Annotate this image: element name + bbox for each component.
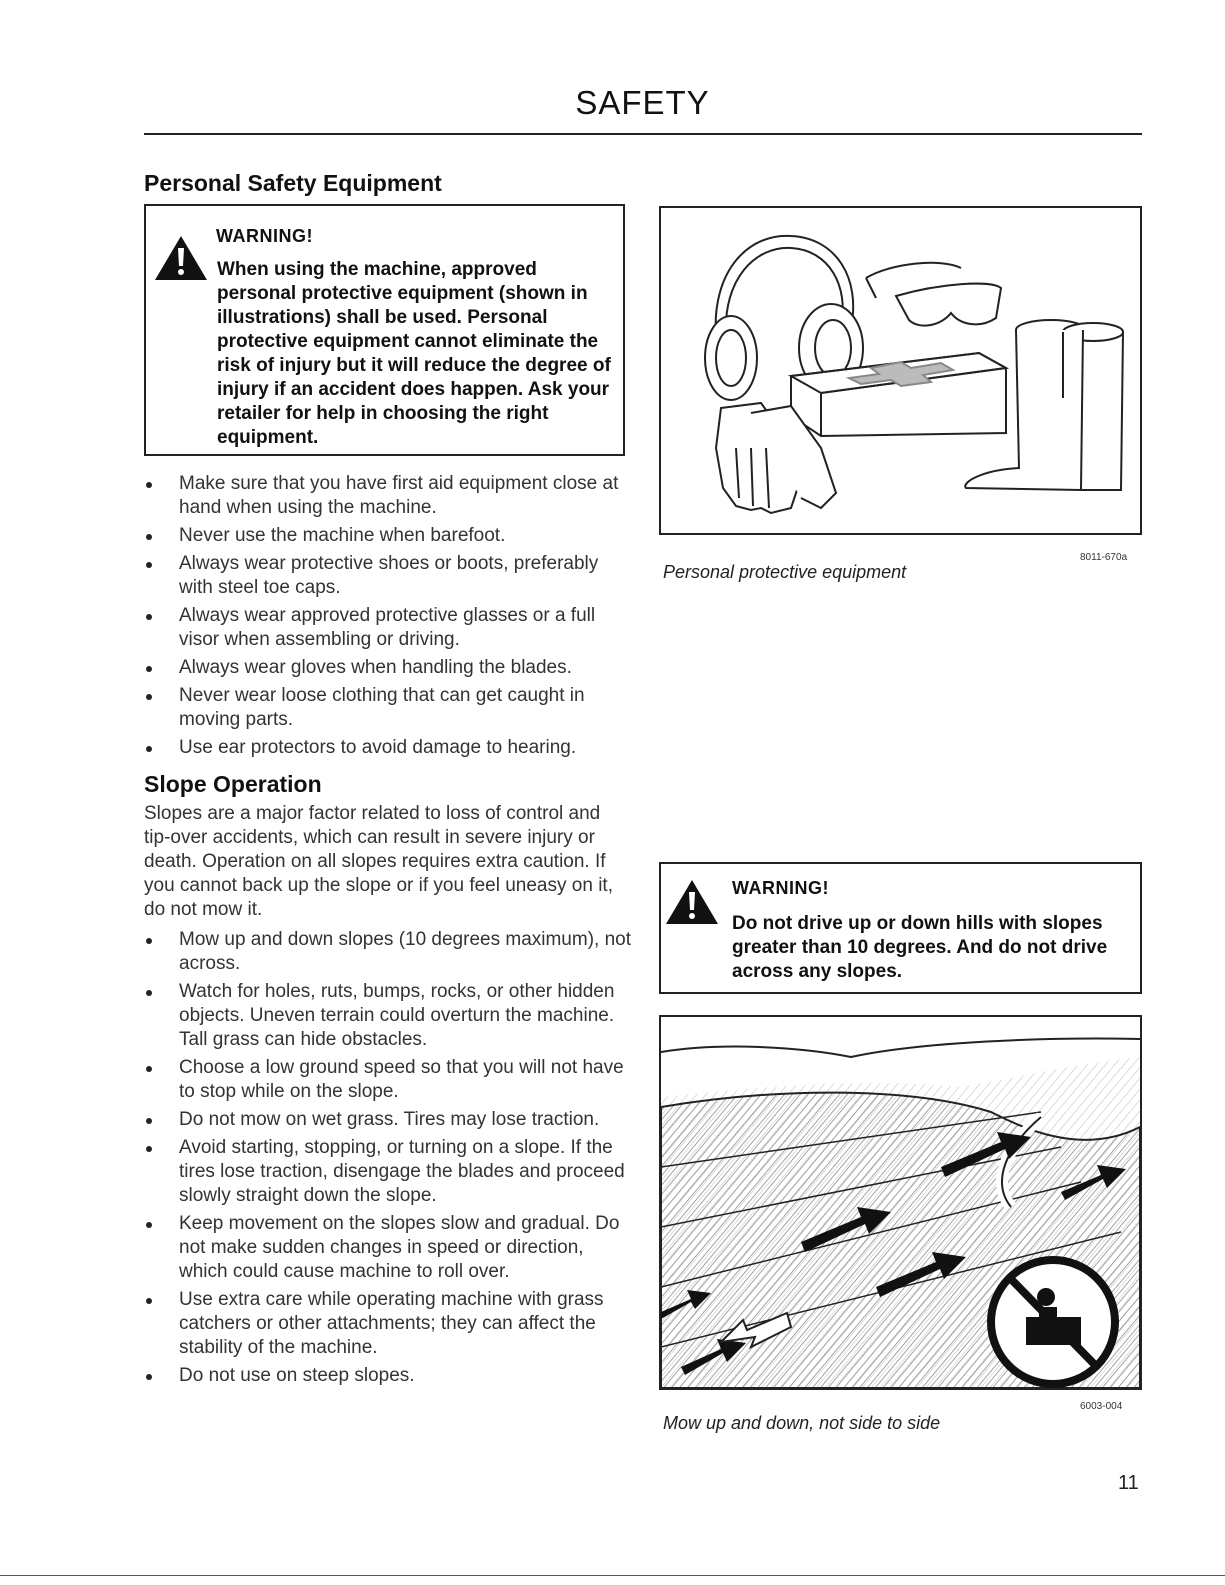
figure-code: 8011-670a xyxy=(1080,552,1128,563)
page-number: 11 xyxy=(1118,1472,1139,1494)
warning-box-slopes xyxy=(659,862,1142,994)
warning-body: When using the machine, approved personal protective equipment (shown in illustrations) shall be used. Personal protective equipment cannot eliminate the risk of injury but it will reduce the degree of injury if an accident does happen. Ask your retailer for help in choosing the right equipment. xyxy=(217,259,611,448)
warning-title: WARNING! xyxy=(732,878,829,898)
figure-caption: Mow up and down, not side to side xyxy=(663,1413,941,1433)
bottom-rule xyxy=(0,1575,1225,1576)
list-item: Choose a low ground speed so that you will not have to stop while on the slope. xyxy=(144,1056,634,1104)
figure-caption: Personal protective equipment xyxy=(663,562,907,582)
list-item: Use ear protectors to avoid damage to hearing. xyxy=(144,736,634,760)
list-item: Use extra care while operating machine with grass catchers or other attachments; they can affect the stability of the machine. xyxy=(144,1288,634,1360)
figure-code: 6003-004 xyxy=(1080,1401,1123,1412)
slope-mowing-illustration xyxy=(661,1017,1140,1388)
list-item: Avoid starting, stopping, or turning on a slope. If the tires lose traction, disengage the blades and proceed slowly straight down the slope. xyxy=(144,1136,634,1208)
figure-slope-mowing xyxy=(659,1015,1142,1390)
warning-triangle-icon xyxy=(664,878,720,926)
warning-body: Do not drive up or down hills with slopes greater than 10 degrees. And do not drive across any slopes. xyxy=(732,913,1108,982)
list-item: Always wear approved protective glasses or a full visor when assembling or driving. xyxy=(144,604,634,652)
figure-protective-equipment xyxy=(659,206,1142,535)
warning-title: WARNING! xyxy=(216,226,313,246)
slope-intro-paragraph: Slopes are a major factor related to loss of control and tip-over accidents, which can result in severe injury or death. Operation on all slopes requires extra caution. If you cannot back up the slope or if you feel uneasy on it, do not mow it. xyxy=(144,803,613,920)
warning-box-protective-equipment xyxy=(144,204,625,456)
header-rule xyxy=(144,133,1142,135)
list-item: Always wear protective shoes or boots, preferably with steel toe caps. xyxy=(144,552,634,600)
list-item: Keep movement on the slopes slow and gradual. Do not make sudden changes in speed or direction, which could cause machine to roll over. xyxy=(144,1212,634,1284)
slope-operation-list xyxy=(144,928,634,1392)
list-item: Do not use on steep slopes. xyxy=(144,1364,634,1388)
section-heading-slope-operation: Slope Operation xyxy=(144,771,322,797)
list-item: Never use the machine when barefoot. xyxy=(144,524,634,548)
list-item: Never wear loose clothing that can get caught in moving parts. xyxy=(144,684,634,732)
page-title: SAFETY xyxy=(575,84,710,121)
warning-triangle-icon xyxy=(153,234,209,282)
list-item: Watch for holes, ruts, bumps, rocks, or other hidden objects. Uneven terrain could overturn the machine. Tall grass can hide obstacles. xyxy=(144,980,634,1052)
list-item: Make sure that you have first aid equipment close at hand when using the machine. xyxy=(144,472,634,520)
list-item: Always wear gloves when handling the blades. xyxy=(144,656,634,680)
protective-equipment-illustration xyxy=(661,208,1140,533)
section-heading-personal-safety: Personal Safety Equipment xyxy=(144,170,442,196)
list-item: Do not mow on wet grass. Tires may lose traction. xyxy=(144,1108,634,1132)
list-item: Mow up and down slopes (10 degrees maximum), not across. xyxy=(144,928,634,976)
personal-safety-list xyxy=(144,472,634,764)
